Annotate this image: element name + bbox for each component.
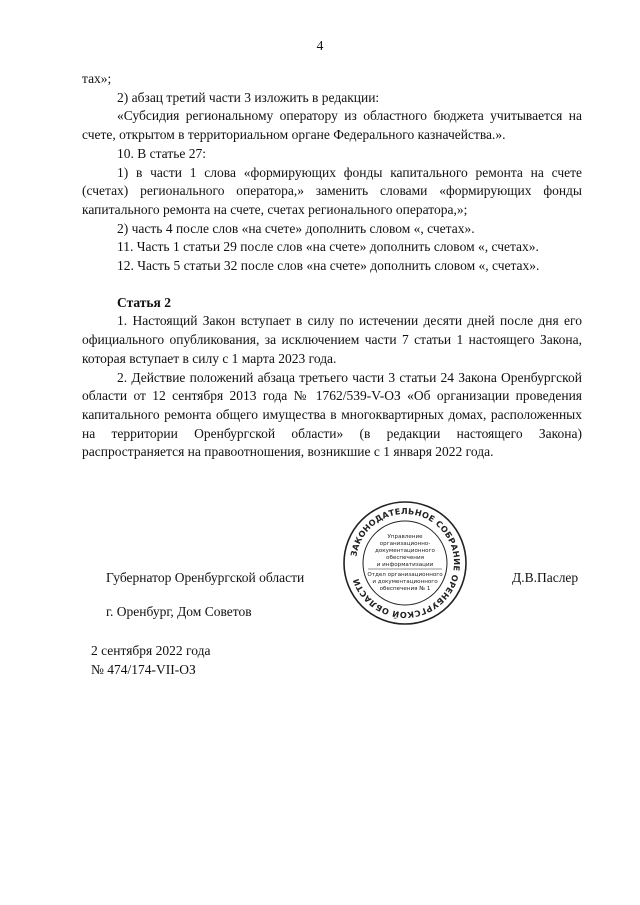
seal-outer-text: ЗАКОНОДАТЕЛЬНОЕ СОБРАНИЕ ОРЕНБУРГСКОЙ ОБЛАСТИ (348, 505, 463, 621)
signature-name: Д.В.Паслер (512, 570, 579, 585)
paragraph-subitem-1: 1) в части 1 слова «формирующих фонды капитального ремонта на счете (счетах) регионального оператора,» заменить словами «формирующих фонды капитального ремонта на счете, счетах регионального оператора,»; (82, 164, 582, 217)
paragraph-item-10: 10. В статье 27: (117, 145, 207, 161)
signature-position: Губернатор Оренбургской области (106, 570, 305, 585)
seal-line-4: обеспечения (386, 555, 424, 561)
seal-line-2: организационно- (379, 541, 431, 547)
paragraph-continuation: тах»; (82, 71, 112, 86)
paragraph-item-11: 11. Часть 1 статьи 29 после слов «на счете» дополнить словом «, счетах». (117, 239, 539, 255)
seal-line-1: Управление (387, 534, 423, 540)
article-2-heading: Статья 2 (117, 294, 171, 310)
seal-line-8: обеспечения № 1 (379, 586, 431, 592)
signing-place: г. Оренбург, Дом Советов (106, 604, 252, 619)
paragraph-item-2: 2) абзац третий части 3 изложить в редакции: (117, 89, 380, 105)
paragraph-subitem-2: 2) часть 4 после слов «на счете» дополнить словом «, счетах». (117, 220, 475, 236)
paragraph-quote: «Субсидия региональному оператору из областного бюджета учитывается на счете, открытом в территориальном органе Федерального казначейства.». (82, 108, 582, 143)
seal-line-7: и документационного (372, 579, 438, 585)
paragraph-item-12: 12. Часть 5 статьи 32 после слов «на счете» дополнить словом «, счетах». (117, 258, 540, 274)
seal-line-6: Отдел организационного (367, 572, 443, 578)
law-number: № 474/174-VII-ОЗ (91, 662, 196, 677)
seal-line-3: документационного (375, 548, 435, 554)
seal-line-5: и информатизации (376, 562, 434, 568)
article-2-part-2: 2. Действие положений абзаца третьего части 3 статьи 24 Закона Оренбургской области от 12 сентября 2013 года № 1762/539-V-ОЗ «Об организации проведения капитального ремонта общего имущества в многоквартирных домах, расположенных на территории Оренбургской области» (в редакции настоящего Закона) распространяется на правоотношения, возникшие с 1 января 2022 года. (82, 369, 582, 460)
page-number: 4 (316, 38, 324, 53)
article-2-part-1: 1. Настоящий Закон вступает в силу по истечении десяти дней после дня его официального опубликования, за исключением части 7 статьи 1 настоящего Закона, которая вступает в силу с 1 марта 2023 года. (82, 313, 582, 366)
seal-stamp-icon (342, 500, 468, 626)
official-seal (342, 500, 468, 626)
document-body (82, 70, 582, 462)
signing-date: 2 сентября 2022 года (91, 643, 211, 658)
